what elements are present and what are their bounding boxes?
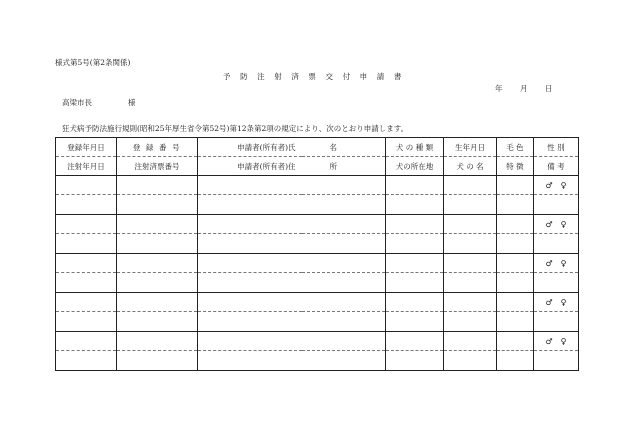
form-number: 様式第5号(第2条関係) <box>55 58 131 67</box>
female-symbol[interactable]: ♀ <box>560 180 567 190</box>
table-row <box>56 273 579 293</box>
cell-features[interactable] <box>497 312 534 332</box>
cell-sex <box>534 293 579 312</box>
header-birth-date: 生年月日 <box>444 138 497 157</box>
cell-features[interactable] <box>497 234 534 254</box>
header-dog-breed: 犬 の 種 類 <box>386 138 444 157</box>
header-dog-location: 犬の所在地 <box>386 157 444 176</box>
cell-applicant-name-b[interactable] <box>302 176 386 195</box>
table-row <box>56 215 579 234</box>
header-coat-color: 毛 色 <box>497 138 534 157</box>
application-table <box>55 137 579 371</box>
cell-applicant-name[interactable] <box>198 215 302 234</box>
table-row <box>56 332 579 351</box>
cell-dog-breed[interactable] <box>386 215 444 234</box>
header-applicant-name-suffix: 名 <box>302 138 386 157</box>
cell-sex <box>534 215 579 234</box>
cell-applicant-address-b[interactable] <box>302 273 386 293</box>
cell-applicant-address-b[interactable] <box>302 234 386 254</box>
cell-applicant-address[interactable] <box>198 312 302 332</box>
header-registration-date: 登録年月日 <box>56 138 117 157</box>
cell-registration-date[interactable] <box>56 293 117 312</box>
cell-registration-date[interactable] <box>56 254 117 273</box>
cell-birth-date[interactable] <box>444 254 497 273</box>
header-tag-number: 注射済票番号 <box>117 157 198 176</box>
cell-sex <box>534 254 579 273</box>
header-sex: 性 別 <box>534 138 579 157</box>
cell-registration-date[interactable] <box>56 215 117 234</box>
cell-applicant-name[interactable] <box>198 176 302 195</box>
table-row <box>56 293 579 312</box>
header-features: 特 徴 <box>497 157 534 176</box>
cell-birth-date[interactable] <box>444 332 497 351</box>
date-day-label: 日 <box>545 84 553 93</box>
cell-remarks[interactable] <box>534 273 579 293</box>
cell-applicant-name[interactable] <box>198 332 302 351</box>
cell-coat-color[interactable] <box>497 215 534 234</box>
cell-dog-breed[interactable] <box>386 176 444 195</box>
header-applicant-address-suffix: 所 <box>302 157 386 176</box>
header-injection-date: 注射年月日 <box>56 157 117 176</box>
cell-applicant-address[interactable] <box>198 351 302 371</box>
cell-registration-number[interactable] <box>117 254 198 273</box>
cell-applicant-address-b[interactable] <box>302 351 386 371</box>
cell-dog-breed[interactable] <box>386 293 444 312</box>
header-dog-name: 犬 の 名 <box>444 157 497 176</box>
cell-remarks[interactable] <box>534 195 579 215</box>
cell-dog-name[interactable] <box>444 351 497 371</box>
header-applicant-name: 申請者(所有者)氏 <box>198 138 302 157</box>
male-symbol[interactable]: ♂ <box>545 336 553 346</box>
female-symbol[interactable]: ♀ <box>560 219 567 229</box>
header-remarks: 備 考 <box>534 157 579 176</box>
male-symbol[interactable]: ♂ <box>545 219 553 229</box>
cell-applicant-address-b[interactable] <box>302 195 386 215</box>
cell-dog-location[interactable] <box>386 234 444 254</box>
cell-applicant-name-b[interactable] <box>302 215 386 234</box>
cell-registration-number[interactable] <box>117 176 198 195</box>
cell-dog-location[interactable] <box>386 273 444 293</box>
cell-applicant-address[interactable] <box>198 273 302 293</box>
honorific: 様 <box>128 98 136 107</box>
table-row <box>56 351 579 371</box>
cell-dog-name[interactable] <box>444 273 497 293</box>
table-row <box>56 176 579 195</box>
cell-remarks[interactable] <box>534 234 579 254</box>
cell-injection-date[interactable] <box>56 312 117 332</box>
table-row <box>56 195 579 215</box>
cell-remarks[interactable] <box>534 312 579 332</box>
cell-tag-number[interactable] <box>117 234 198 254</box>
cell-dog-name[interactable] <box>444 312 497 332</box>
cell-dog-breed[interactable] <box>386 254 444 273</box>
table-row <box>56 234 579 254</box>
male-symbol[interactable]: ♂ <box>545 297 553 307</box>
cell-injection-date[interactable] <box>56 195 117 215</box>
cell-injection-date[interactable] <box>56 351 117 371</box>
table-row <box>56 312 579 332</box>
cell-applicant-name-b[interactable] <box>302 332 386 351</box>
cell-remarks[interactable] <box>534 351 579 371</box>
cell-injection-date[interactable] <box>56 273 117 293</box>
addressee: 高梁市長 <box>62 98 92 107</box>
table-row <box>56 254 579 273</box>
cell-registration-number[interactable] <box>117 215 198 234</box>
cell-dog-breed[interactable] <box>386 332 444 351</box>
cell-registration-number[interactable] <box>117 293 198 312</box>
intro-statement: 狂犬病予防法施行規則(昭和25年厚生省令第52号)第12条第2項の規定により、次のとおり申請します。 <box>62 124 409 133</box>
cell-applicant-address-b[interactable] <box>302 312 386 332</box>
cell-tag-number[interactable] <box>117 312 198 332</box>
cell-birth-date[interactable] <box>444 293 497 312</box>
cell-dog-location[interactable] <box>386 312 444 332</box>
cell-features[interactable] <box>497 195 534 215</box>
female-symbol[interactable]: ♀ <box>560 258 567 268</box>
cell-applicant-address[interactable] <box>198 195 302 215</box>
cell-applicant-address[interactable] <box>198 234 302 254</box>
male-symbol[interactable]: ♂ <box>545 180 553 190</box>
cell-applicant-name-b[interactable] <box>302 293 386 312</box>
cell-sex <box>534 332 579 351</box>
cell-birth-date[interactable] <box>444 176 497 195</box>
header-applicant-address: 申請者(所有者)住 <box>198 157 302 176</box>
cell-coat-color[interactable] <box>497 293 534 312</box>
cell-birth-date[interactable] <box>444 215 497 234</box>
cell-dog-location[interactable] <box>386 195 444 215</box>
cell-registration-date[interactable] <box>56 176 117 195</box>
cell-features[interactable] <box>497 273 534 293</box>
cell-coat-color[interactable] <box>497 254 534 273</box>
cell-sex <box>534 176 579 195</box>
cell-applicant-name[interactable] <box>198 293 302 312</box>
cell-dog-name[interactable] <box>444 234 497 254</box>
cell-dog-location[interactable] <box>386 351 444 371</box>
header-row-upper <box>56 138 579 157</box>
cell-applicant-name[interactable] <box>198 254 302 273</box>
male-symbol[interactable]: ♂ <box>545 258 553 268</box>
cell-registration-number[interactable] <box>117 332 198 351</box>
date-year-label: 年 <box>495 84 503 93</box>
form-title: 予 防 注 射 済 票 交 付 申 請 書 <box>223 72 405 81</box>
cell-coat-color[interactable] <box>497 176 534 195</box>
cell-tag-number[interactable] <box>117 195 198 215</box>
date-month-label: 月 <box>520 84 528 93</box>
header-row-lower <box>56 157 579 176</box>
cell-registration-date[interactable] <box>56 332 117 351</box>
header-registration-number: 登 録 番 号 <box>117 138 198 157</box>
cell-features[interactable] <box>497 351 534 371</box>
cell-tag-number[interactable] <box>117 351 198 371</box>
cell-coat-color[interactable] <box>497 332 534 351</box>
female-symbol[interactable]: ♀ <box>560 336 567 346</box>
female-symbol[interactable]: ♀ <box>560 297 567 307</box>
cell-tag-number[interactable] <box>117 273 198 293</box>
cell-applicant-name-b[interactable] <box>302 254 386 273</box>
cell-dog-name[interactable] <box>444 195 497 215</box>
cell-injection-date[interactable] <box>56 234 117 254</box>
